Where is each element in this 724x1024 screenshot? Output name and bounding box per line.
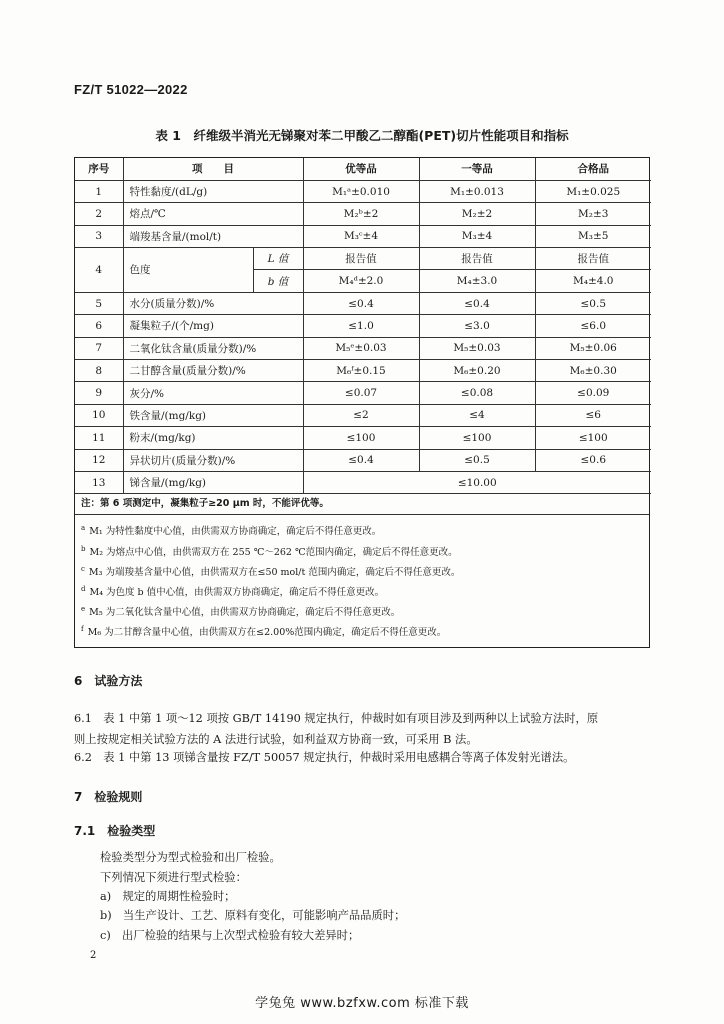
row-value: M₃±4 bbox=[419, 225, 535, 247]
row-no: 10 bbox=[75, 404, 123, 426]
section-6-1-line1: 6.1 表 1 中第 1 项～12 项按 GB/T 14190 规定执行，仲裁时如有项目涉及到两种以上试验方法时，原 bbox=[74, 712, 599, 725]
row-item: 水分(质量分数)/% bbox=[123, 292, 303, 314]
row-item: 特性黏度/(dL/g) bbox=[123, 180, 303, 202]
row-item: 粉末/(mg/kg) bbox=[123, 427, 303, 449]
row-value: 报告值 bbox=[419, 248, 535, 270]
footnote-text: M₆ 为二甘醇含量中心值，由供需双方在≤2.00%范围内确定，确定后不得任意更改。 bbox=[87, 627, 447, 639]
header-grade-superior: 优等品 bbox=[303, 158, 419, 180]
footer-watermark: 学兔兔 www.bzfxw.com 标准下载 bbox=[255, 996, 469, 1011]
footnote bbox=[75, 579, 649, 599]
row-value: M₅±0.03 bbox=[419, 337, 535, 359]
row-value: M₁±0.013 bbox=[419, 180, 535, 202]
row-value: M₂±3 bbox=[535, 203, 651, 225]
footnote-text: M₁ 为特性黏度中心值，由供需双方协商确定，确定后不得任意更改。 bbox=[89, 526, 382, 538]
row-value: 报告值 bbox=[303, 248, 419, 270]
table-row bbox=[75, 292, 651, 314]
row-no: 3 bbox=[75, 225, 123, 247]
row-value: ≤0.4 bbox=[303, 292, 419, 314]
row-value: ≤0.09 bbox=[535, 382, 651, 404]
footnote-mark: d bbox=[81, 584, 86, 593]
row-value: M₃ᶜ±4 bbox=[303, 225, 419, 247]
row-no: 1 bbox=[75, 180, 123, 202]
table-title: 表 1 纤维级半消光无锑聚对苯二甲酸乙二醇酯(PET)切片性能项目和指标 bbox=[155, 128, 569, 143]
row-no: 8 bbox=[75, 360, 123, 382]
row-no: 9 bbox=[75, 382, 123, 404]
row-value: ≤0.4 bbox=[419, 292, 535, 314]
row-value: ≤6.0 bbox=[535, 315, 651, 337]
footnote bbox=[75, 619, 649, 639]
footnote-text: M₅ 为二氧化钛含量中心值，由供需双方协商确定，确定后不得任意更改。 bbox=[89, 607, 401, 619]
page-number: 2 bbox=[90, 950, 97, 961]
row-value: M₂±2 bbox=[419, 203, 535, 225]
footnote bbox=[75, 599, 649, 619]
row-no: 7 bbox=[75, 337, 123, 359]
row-item: 色度 bbox=[123, 248, 253, 293]
section-7-1-line2: 下列情况下须进行型式检验： bbox=[100, 871, 247, 884]
row-value: ≤4 bbox=[419, 404, 535, 426]
footnote-text: M₄ 为色度 b 值中心值，由供需双方协商确定，确定后不得任意更改。 bbox=[89, 587, 385, 599]
row-value: M₁±0.025 bbox=[535, 180, 651, 202]
row-no: 12 bbox=[75, 449, 123, 471]
row-value: M₆±0.20 bbox=[419, 360, 535, 382]
table-row bbox=[75, 203, 651, 225]
row-no: 5 bbox=[75, 292, 123, 314]
row-value: ≤0.4 bbox=[303, 449, 419, 471]
table-row bbox=[75, 337, 651, 359]
row-value: M₄±3.0 bbox=[419, 270, 535, 292]
table-row bbox=[75, 225, 651, 247]
table-note: 注：第 6 项测定中，凝集粒子≥20 μm 时，不能评优等。 bbox=[75, 494, 649, 515]
row-value: ≤0.6 bbox=[535, 449, 651, 471]
section-7-1-line1: 检验类型分为型式检验和出厂检验。 bbox=[100, 851, 281, 864]
section-6-2: 6.2 表 1 中第 13 项锑含量按 FZ/T 50057 规定执行，仲裁时采用电感耦合等离子体发射光谱法。 bbox=[74, 751, 575, 764]
row-no: 11 bbox=[75, 427, 123, 449]
row-value: ≤0.5 bbox=[419, 449, 535, 471]
row-value: 报告值 bbox=[535, 248, 651, 270]
footnote bbox=[75, 518, 649, 538]
footnote bbox=[75, 559, 649, 579]
row-value: ≤0.5 bbox=[535, 292, 651, 314]
footnote-mark: c bbox=[81, 564, 85, 573]
table-row bbox=[75, 471, 651, 493]
table-row bbox=[75, 360, 651, 382]
header-grade-first: 一等品 bbox=[419, 158, 535, 180]
row-value: ≤0.07 bbox=[303, 382, 419, 404]
table-footnotes bbox=[75, 515, 649, 647]
footnote-text: M₂ 为熔点中心值，由供需双方在 255 ℃～262 ℃范围内确定，确定后不得任意更改。 bbox=[89, 546, 458, 558]
list-item: a) 规定的周期性检验时； bbox=[100, 890, 236, 903]
row-value: ≤100 bbox=[419, 427, 535, 449]
table-row bbox=[75, 315, 651, 337]
row-value: ≤2 bbox=[303, 404, 419, 426]
table-row bbox=[75, 180, 651, 202]
table-row bbox=[75, 427, 651, 449]
row-no: 4 bbox=[75, 248, 123, 293]
row-item: 端羧基含量/(mol/t) bbox=[123, 225, 303, 247]
row-no: 2 bbox=[75, 203, 123, 225]
row-item: 灰分/% bbox=[123, 382, 303, 404]
list-item: b) 当生产设计、工艺、原料有变化，可能影响产品品质时； bbox=[100, 909, 406, 922]
row-item: 熔点/℃ bbox=[123, 203, 303, 225]
table-row bbox=[75, 404, 651, 426]
row-value: ≤0.08 bbox=[419, 382, 535, 404]
row-value: ≤6 bbox=[535, 404, 651, 426]
row-item: 二甘醇含量(质量分数)/% bbox=[123, 360, 303, 382]
header-item: 项 目 bbox=[123, 158, 303, 180]
section-6-1-line2: 则上按规定相关试验方法的 A 法进行试验，如利益双方协商一致，可采用 B 法。 bbox=[74, 733, 478, 746]
row-value: M₆±0.30 bbox=[535, 360, 651, 382]
table-row bbox=[75, 449, 651, 471]
row-value: M₂ᵇ±2 bbox=[303, 203, 419, 225]
footnote bbox=[75, 539, 649, 559]
table-header-row bbox=[75, 158, 651, 180]
table-row bbox=[75, 248, 651, 270]
section-6-title: 6 试验方法 bbox=[74, 674, 143, 688]
row-item: 锑含量/(mg/kg) bbox=[123, 471, 303, 493]
row-value-merged: ≤10.00 bbox=[303, 471, 651, 493]
row-value: ≤3.0 bbox=[419, 315, 535, 337]
row-value: M₅±0.06 bbox=[535, 337, 651, 359]
row-value: M₁ᵃ±0.010 bbox=[303, 180, 419, 202]
row-value: ≤100 bbox=[535, 427, 651, 449]
row-no: 6 bbox=[75, 315, 123, 337]
row-value: ≤1.0 bbox=[303, 315, 419, 337]
row-item: 异状切片(质量分数)/% bbox=[123, 449, 303, 471]
row-value: M₄ᵈ±2.0 bbox=[303, 270, 419, 292]
row-sub-item: b 值 bbox=[253, 270, 303, 292]
row-item: 二氧化钛含量(质量分数)/% bbox=[123, 337, 303, 359]
table-row bbox=[75, 382, 651, 404]
row-item: 铁含量/(mg/kg) bbox=[123, 404, 303, 426]
row-value: M₄±4.0 bbox=[535, 270, 651, 292]
spec-table bbox=[74, 157, 650, 648]
footnote-mark: e bbox=[81, 605, 86, 614]
section-7-title: 7 检验规则 bbox=[74, 790, 143, 804]
row-value: ≤100 bbox=[303, 427, 419, 449]
row-value: M₅ᵉ±0.03 bbox=[303, 337, 419, 359]
standard-number: FZ/T 51022—2022 bbox=[74, 82, 188, 97]
footnote-mark: a bbox=[81, 524, 86, 533]
footnote-mark: b bbox=[81, 544, 86, 553]
section-7-1-title: 7.1 检验类型 bbox=[74, 824, 156, 838]
header-grade-qualified: 合格品 bbox=[535, 158, 651, 180]
row-item: 凝集粒子/(个/mg) bbox=[123, 315, 303, 337]
row-value: M₃±5 bbox=[535, 225, 651, 247]
row-sub-item: L 值 bbox=[253, 248, 303, 270]
row-value: M₆ᶠ±0.15 bbox=[303, 360, 419, 382]
row-no: 13 bbox=[75, 471, 123, 493]
footnote-text: M₃ 为端羧基含量中心值，由供需双方在≤50 mol/t 范围内确定，确定后不得任意更改。 bbox=[88, 566, 461, 578]
list-item: c) 出厂检验的结果与上次型式检验有较大差异时； bbox=[100, 929, 360, 942]
header-no: 序号 bbox=[75, 158, 123, 180]
footnote-mark: f bbox=[81, 625, 84, 634]
